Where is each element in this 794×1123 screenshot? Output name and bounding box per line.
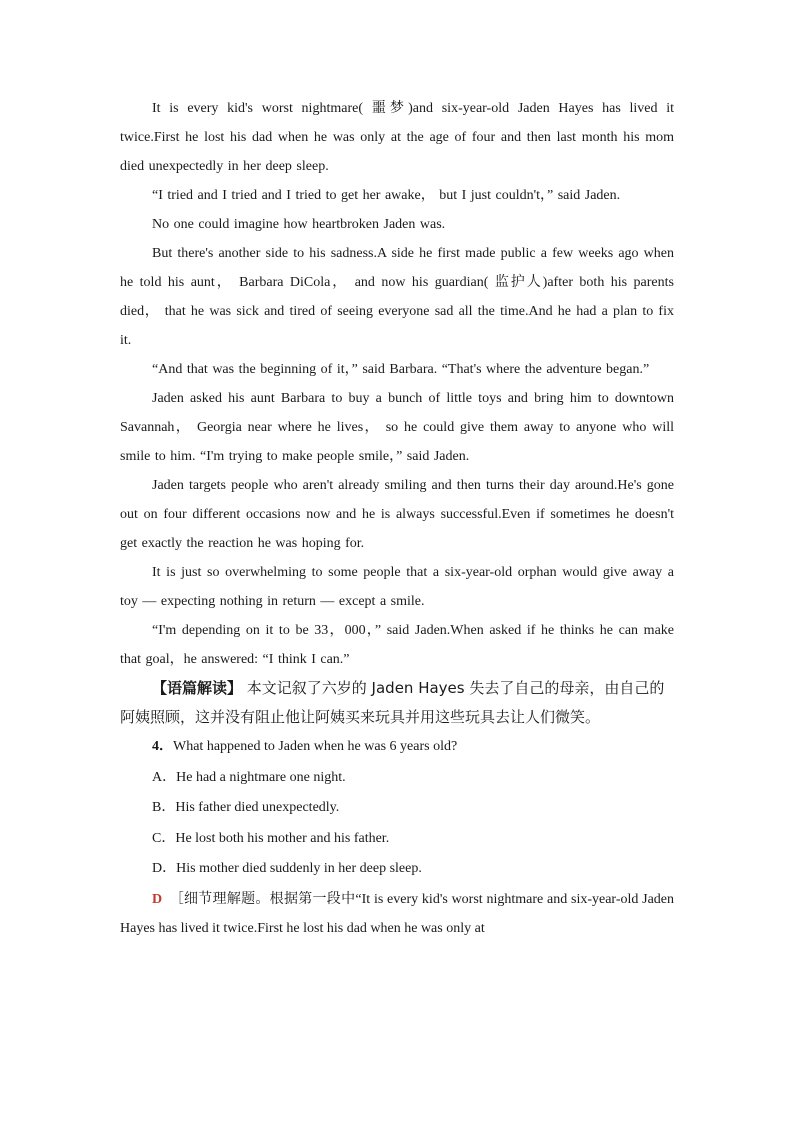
option-a	[120, 763, 674, 794]
option-b	[120, 793, 674, 824]
option-text: His father died unexpectedly.	[175, 800, 340, 815]
option-text: He lost both his mother and his father.	[175, 830, 390, 846]
passage-paragraph-1: It is every kid's worst nightmare( 噩梦)and six-year-old Jaden Hayes has lived it twice.First he lost his dad when he was only at the age of four and then last month his mom died unexpectedly in her deep sleep.	[120, 101, 674, 174]
answer-explanation	[120, 885, 674, 943]
passage-paragraph-9: “I'm depending on it to be 33，000，” said Jaden.When asked if he thinks he can make that goal，he answered: “I think I can.”	[120, 623, 674, 667]
passage-paragraph-6: Jaden asked his aunt Barbara to buy a bunch of little toys and bring him to downtown Savannah， Georgia near where he lives， so he could give them away to anyone who will smile to him. “I'm trying to make people smile，” said Jaden.	[120, 391, 674, 464]
analysis-text: 本文记叙了六岁的 Jaden Hayes 失去了自己的母亲，由自己的阿姨照顾，这并没有阻止他让阿姨买来玩具并用这些玩具去让人们微笑。	[120, 679, 665, 726]
option-label: B．	[152, 800, 176, 815]
passage-paragraph-2: “I tried and I tried and I tried to get her awake， but I just couldn't，” said Jaden.	[152, 188, 621, 203]
passage-paragraph-8: It is just so overwhelming to some people that a six-year-old orphan would give away a toy — expecting nothing in return — except a smile.	[120, 565, 674, 609]
passage-paragraph-5: “And that was the beginning of it，” said Barbara. “That's where the adventure began.”	[152, 362, 650, 377]
option-label: A．	[152, 769, 177, 785]
passage-paragraph-3: No one could imagine how heartbroken Jaden was.	[152, 217, 446, 232]
answer-en-part: “It is every kid's worst nightmare and six-year-old Jaden Hayes has lived it twice.First he lost his dad when he was only at	[120, 891, 675, 936]
option-label: C．	[152, 830, 176, 846]
question-stem	[120, 732, 674, 763]
option-label: D．	[152, 861, 177, 876]
question-text: What happened to Jaden when he was 6 years old?	[173, 739, 458, 754]
passage-paragraph-7: Jaden targets people who aren't already smiling and then turns their day around.He's gone out on four different occasions now and he is always successful.Even if sometimes he doesn't get exactly the reaction he was hoping for.	[120, 478, 674, 551]
analysis-tag: 【语篇解读】	[152, 679, 243, 697]
document-page	[120, 94, 674, 943]
option-c	[120, 824, 674, 855]
passage-analysis	[120, 674, 674, 732]
passage-paragraph-4: But there's another side to his sadness.A side he first made public a few weeks ago when he told his aunt， Barbara DiCola， and now his guardian( 监护人)after both his parents died， that he was sick and tired of seeing everyone sad all the time.And he had a plan to fix it.	[120, 246, 674, 348]
option-d	[120, 854, 674, 885]
question-number: 4．	[152, 739, 173, 754]
option-text: His mother died suddenly in her deep sleep.	[176, 861, 422, 876]
answer-letter: D	[152, 891, 163, 907]
option-text: He had a nightmare one night.	[176, 769, 346, 785]
answer-cn-part: ［细节理解题。根据第一段中	[169, 890, 356, 907]
